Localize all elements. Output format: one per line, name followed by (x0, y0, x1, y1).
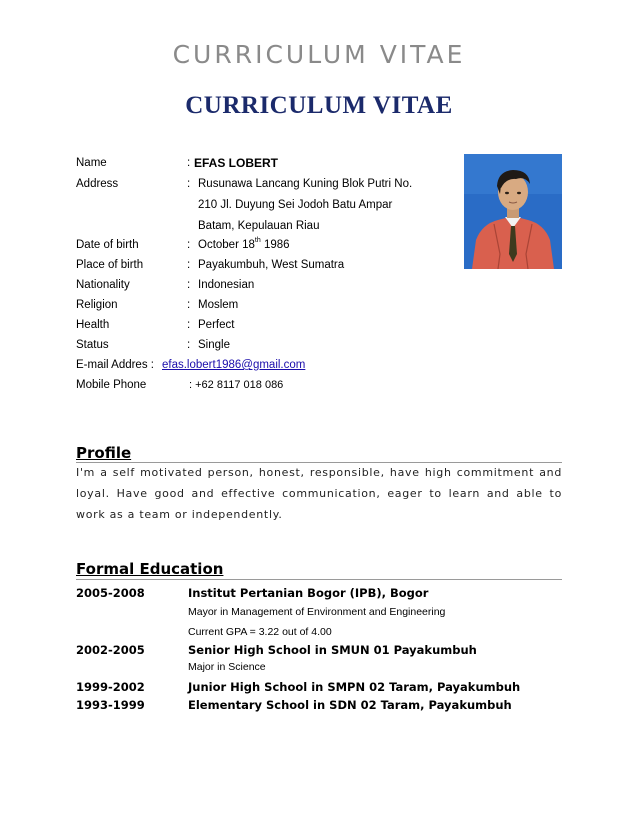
info-label: Health (76, 319, 110, 331)
education-divider (76, 579, 562, 580)
phone-label: Mobile Phone (76, 379, 147, 391)
info-value: Single (198, 339, 230, 351)
education-years: 1993-1999 (76, 698, 145, 712)
email-link[interactable]: efas.lobert1986@gmail.com (162, 359, 306, 371)
dob-suffix: th (254, 237, 261, 244)
info-colon: : (187, 259, 191, 271)
email-label: E-mail Addres : (76, 359, 154, 371)
info-value: Batam, Kepulauan Riau (198, 220, 320, 232)
education-years: 2002-2005 (76, 643, 145, 657)
info-value-dob (198, 236, 290, 254)
info-colon: : (187, 319, 191, 331)
education-school: Junior High School in SMPN 02 Taram, Payakumbuh (188, 680, 521, 694)
profile-heading: Profile (76, 444, 132, 462)
education-school: Institut Pertanian Bogor (IPB), Bogor (188, 586, 429, 600)
profile-photo (464, 154, 562, 269)
phone-value: : +62 8117 018 086 (189, 379, 284, 391)
info-label: Place of birth (76, 259, 144, 271)
info-colon: : (187, 239, 191, 251)
info-value: Payakumbuh, West Sumatra (198, 259, 345, 271)
info-label: Nationality (76, 279, 130, 291)
education-years: 2005-2008 (76, 586, 145, 600)
education-school: Senior High School in SMUN 01 Payakumbuh (188, 643, 477, 657)
info-label: Status (76, 339, 109, 351)
info-colon: : (187, 339, 191, 351)
info-value: 210 Jl. Duyung Sei Jodoh Batu Ampar (198, 199, 393, 211)
education-school: Elementary School in SDN 02 Taram, Payakumbuh (188, 698, 512, 712)
education-detail: Current GPA = 3.22 out of 4.00 (188, 626, 332, 638)
info-value: Perfect (198, 319, 235, 331)
info-colon: : (187, 299, 191, 311)
info-value-name: EFAS LOBERT (194, 156, 279, 170)
info-value: Rusunawa Lancang Kuning Blok Putri No. (198, 178, 413, 190)
info-label: Religion (76, 299, 118, 311)
profile-text: I'm a self motivated person, honest, responsible, have high commitment and loyal. Have good and effective communication, eager to learn and able to work as a team or independently. (76, 466, 562, 521)
education-heading: Formal Education (76, 560, 224, 578)
dob-year: 1986 (260, 239, 290, 251)
profile-photo-image (464, 154, 562, 269)
info-colon: : (187, 178, 191, 190)
dob-day: October 18 (198, 239, 255, 251)
info-value: Moslem (198, 299, 239, 311)
info-colon: : (187, 157, 191, 169)
info-colon: : (187, 279, 191, 291)
page-title: CURRICULUM VITAE (185, 92, 453, 119)
info-label: Date of birth (76, 239, 139, 251)
education-years: 1999-2002 (76, 680, 145, 694)
banner-title: CURRICULUM VITAE (172, 40, 466, 69)
info-label: Address (76, 178, 119, 190)
education-detail: Major in Science (188, 661, 266, 673)
info-value: Indonesian (198, 279, 255, 291)
education-detail: Mayor in Management of Environment and Engineering (188, 606, 446, 618)
info-label: Name (76, 157, 107, 169)
